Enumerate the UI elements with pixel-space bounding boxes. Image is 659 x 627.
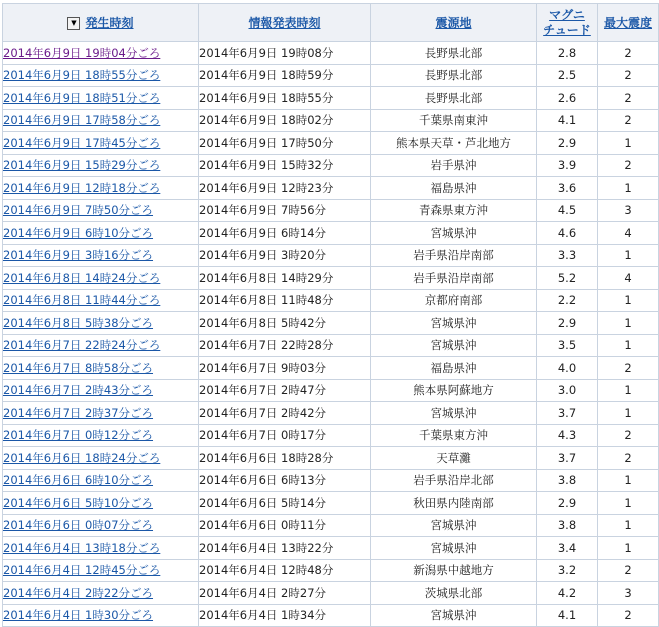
magnitude-cell: 4.6 (537, 222, 598, 245)
quake-detail-link[interactable]: 2014年6月9日 17時45分ごろ (3, 135, 161, 150)
magnitude-cell: 3.6 (537, 177, 598, 200)
magnitude-cell: 4.3 (537, 424, 598, 447)
announced-cell: 2014年6月7日 22時28分 (199, 334, 371, 357)
magnitude-cell: 4.1 (537, 604, 598, 627)
max-intensity-cell: 2 (598, 447, 659, 470)
table-row (3, 492, 659, 515)
max-intensity-cell: 1 (598, 334, 659, 357)
magnitude-cell: 2.6 (537, 87, 598, 110)
magnitude-cell: 3.2 (537, 559, 598, 582)
announced-cell: 2014年6月6日 18時28分 (199, 447, 371, 470)
occurred-cell (3, 244, 199, 267)
max-intensity-cell: 3 (598, 582, 659, 605)
sort-desc-icon[interactable]: ▼ (67, 17, 80, 30)
table-row (3, 357, 659, 380)
announced-cell: 2014年6月9日 15時32分 (199, 154, 371, 177)
epicenter-cell: 宮城県沖 (371, 312, 537, 335)
quake-detail-link[interactable]: 2014年6月9日 18時51分ごろ (3, 90, 161, 105)
max-intensity-cell: 2 (598, 559, 659, 582)
earthquake-table (2, 3, 659, 627)
table-row (3, 267, 659, 290)
quake-detail-link[interactable]: 2014年6月4日 13時18分ごろ (3, 540, 161, 555)
table-row (3, 244, 659, 267)
sort-max-intensity-link[interactable]: 最大震度 (603, 16, 652, 30)
announced-cell: 2014年6月8日 11時48分 (199, 289, 371, 312)
magnitude-cell: 2.5 (537, 64, 598, 87)
sort-epicenter-link[interactable]: 震源地 (435, 16, 472, 30)
magnitude-cell: 3.7 (537, 447, 598, 470)
epicenter-cell: 宮城県沖 (371, 514, 537, 537)
announced-cell: 2014年6月9日 18時59分 (199, 64, 371, 87)
table-row (3, 514, 659, 537)
announced-cell: 2014年6月4日 12時48分 (199, 559, 371, 582)
quake-detail-link[interactable]: 2014年6月8日 14時24分ごろ (3, 270, 161, 285)
table-row (3, 312, 659, 335)
table-row (3, 379, 659, 402)
occurred-cell (3, 379, 199, 402)
announced-cell: 2014年6月9日 3時20分 (199, 244, 371, 267)
announced-cell: 2014年6月9日 12時23分 (199, 177, 371, 200)
quake-detail-link[interactable]: 2014年6月6日 18時24分ごろ (3, 450, 161, 465)
header-announced (199, 4, 371, 42)
occurred-cell (3, 154, 199, 177)
epicenter-cell: 岩手県沿岸南部 (371, 267, 537, 290)
epicenter-cell: 岩手県沖 (371, 154, 537, 177)
table-row (3, 604, 659, 627)
quake-detail-link[interactable]: 2014年6月9日 18時55分ごろ (3, 68, 161, 83)
epicenter-cell: 岩手県沿岸北部 (371, 469, 537, 492)
occurred-cell (3, 132, 199, 155)
occurred-cell (3, 604, 199, 627)
epicenter-cell: 福島県沖 (371, 177, 537, 200)
magnitude-cell: 3.5 (537, 334, 598, 357)
epicenter-cell: 京都府南部 (371, 289, 537, 312)
epicenter-cell: 千葉県東方沖 (371, 424, 537, 447)
table-body (3, 42, 659, 627)
occurred-cell (3, 559, 199, 582)
occurred-cell (3, 537, 199, 560)
max-intensity-cell: 2 (598, 357, 659, 380)
magnitude-cell: 4.2 (537, 582, 598, 605)
max-intensity-cell: 1 (598, 177, 659, 200)
quake-detail-link[interactable]: 2014年6月4日 1時30分ごろ (3, 608, 154, 623)
epicenter-cell: 茨城県北部 (371, 582, 537, 605)
magnitude-cell: 4.5 (537, 199, 598, 222)
quake-detail-link[interactable]: 2014年6月9日 7時50分ごろ (3, 203, 154, 218)
epicenter-cell: 熊本県阿蘇地方 (371, 379, 537, 402)
epicenter-cell: 宮城県沖 (371, 604, 537, 627)
magnitude-cell: 2.9 (537, 312, 598, 335)
epicenter-cell: 新潟県中越地方 (371, 559, 537, 582)
quake-detail-link[interactable]: 2014年6月6日 5時10分ごろ (3, 495, 154, 510)
quake-detail-link[interactable]: 2014年6月8日 11時44分ごろ (3, 293, 161, 308)
occurred-cell (3, 424, 199, 447)
occurred-cell (3, 199, 199, 222)
header-epicenter (371, 4, 537, 42)
announced-cell: 2014年6月9日 18時02分 (199, 109, 371, 132)
epicenter-cell: 長野県北部 (371, 64, 537, 87)
magnitude-cell: 2.9 (537, 492, 598, 515)
epicenter-cell: 長野県北部 (371, 42, 537, 65)
epicenter-cell: 岩手県沿岸南部 (371, 244, 537, 267)
occurred-cell (3, 42, 199, 65)
max-intensity-cell: 3 (598, 199, 659, 222)
epicenter-cell: 宮城県沖 (371, 537, 537, 560)
magnitude-cell: 3.7 (537, 402, 598, 425)
table-row (3, 177, 659, 200)
max-intensity-cell: 1 (598, 537, 659, 560)
table-row (3, 469, 659, 492)
occurred-cell (3, 334, 199, 357)
quake-detail-link[interactable]: 2014年6月9日 17時58分ごろ (3, 113, 161, 128)
magnitude-cell: 2.8 (537, 42, 598, 65)
epicenter-cell: 千葉県南東沖 (371, 109, 537, 132)
announced-cell: 2014年6月4日 1時34分 (199, 604, 371, 627)
sort-occurred-link[interactable]: 発生時刻 (85, 16, 134, 30)
magnitude-label-line2: チュード (543, 22, 591, 37)
table-row (3, 559, 659, 582)
table-header-row (3, 4, 659, 42)
max-intensity-cell: 1 (598, 402, 659, 425)
table-row (3, 222, 659, 245)
occurred-cell (3, 177, 199, 200)
quake-detail-link[interactable]: 2014年6月6日 0時07分ごろ (3, 518, 154, 533)
announced-cell: 2014年6月9日 18時55分 (199, 87, 371, 110)
quake-detail-link[interactable]: 2014年6月7日 2時43分ごろ (3, 383, 154, 398)
table-row (3, 334, 659, 357)
epicenter-cell: 宮城県沖 (371, 222, 537, 245)
magnitude-cell: 3.8 (537, 469, 598, 492)
table-row (3, 447, 659, 470)
magnitude-cell: 4.1 (537, 109, 598, 132)
max-intensity-cell: 1 (598, 312, 659, 335)
epicenter-cell: 福島県沖 (371, 357, 537, 380)
occurred-cell (3, 87, 199, 110)
occurred-cell (3, 312, 199, 335)
announced-cell: 2014年6月6日 6時13分 (199, 469, 371, 492)
quake-detail-link[interactable]: 2014年6月6日 6時10分ごろ (3, 473, 154, 488)
magnitude-cell: 2.9 (537, 132, 598, 155)
epicenter-cell: 宮城県沖 (371, 402, 537, 425)
header-occurred (3, 4, 199, 42)
magnitude-cell: 3.3 (537, 244, 598, 267)
occurred-cell (3, 222, 199, 245)
table-row (3, 289, 659, 312)
quake-detail-link[interactable]: 2014年6月9日 19時04分ごろ (3, 45, 161, 60)
epicenter-cell: 秋田県内陸南部 (371, 492, 537, 515)
announced-cell: 2014年6月7日 2時47分 (199, 379, 371, 402)
epicenter-cell: 天草灘 (371, 447, 537, 470)
table-row (3, 109, 659, 132)
max-intensity-cell: 1 (598, 492, 659, 515)
epicenter-cell: 長野県北部 (371, 87, 537, 110)
epicenter-cell: 宮城県沖 (371, 334, 537, 357)
max-intensity-cell: 1 (598, 379, 659, 402)
max-intensity-cell: 2 (598, 424, 659, 447)
announced-cell: 2014年6月9日 7時56分 (199, 199, 371, 222)
table-row (3, 582, 659, 605)
max-intensity-cell: 1 (598, 132, 659, 155)
earthquake-list (2, 3, 652, 627)
epicenter-cell: 熊本県天草・芦北地方 (371, 132, 537, 155)
table-row (3, 537, 659, 560)
occurred-cell (3, 357, 199, 380)
table-row (3, 424, 659, 447)
quake-detail-link[interactable]: 2014年6月7日 0時12分ごろ (3, 428, 154, 443)
max-intensity-cell: 1 (598, 244, 659, 267)
announced-cell: 2014年6月8日 5時42分 (199, 312, 371, 335)
max-intensity-cell: 1 (598, 289, 659, 312)
max-intensity-cell: 2 (598, 154, 659, 177)
magnitude-cell: 3.0 (537, 379, 598, 402)
announced-cell: 2014年6月6日 0時11分 (199, 514, 371, 537)
quake-detail-link[interactable]: 2014年6月7日 22時24分ごろ (3, 338, 161, 353)
max-intensity-cell: 2 (598, 604, 659, 627)
magnitude-cell: 4.0 (537, 357, 598, 380)
occurred-cell (3, 402, 199, 425)
announced-cell: 2014年6月7日 2時42分 (199, 402, 371, 425)
announced-cell: 2014年6月8日 14時29分 (199, 267, 371, 290)
announced-cell: 2014年6月9日 17時50分 (199, 132, 371, 155)
table-row (3, 154, 659, 177)
table-row (3, 42, 659, 65)
announced-cell: 2014年6月9日 19時08分 (199, 42, 371, 65)
magnitude-cell: 3.4 (537, 537, 598, 560)
quake-detail-link[interactable]: 2014年6月4日 2時22分ごろ (3, 585, 154, 600)
announced-cell: 2014年6月4日 13時22分 (199, 537, 371, 560)
magnitude-cell: 3.8 (537, 514, 598, 537)
quake-detail-link[interactable]: 2014年6月9日 12時18分ごろ (3, 180, 161, 195)
max-intensity-cell: 2 (598, 42, 659, 65)
occurred-cell (3, 109, 199, 132)
max-intensity-cell: 1 (598, 469, 659, 492)
max-intensity-cell: 4 (598, 222, 659, 245)
max-intensity-cell: 2 (598, 64, 659, 87)
magnitude-cell: 5.2 (537, 267, 598, 290)
sort-magnitude-link[interactable] (543, 8, 591, 38)
quake-detail-link[interactable]: 2014年6月9日 3時16分ごろ (3, 248, 154, 263)
table-row (3, 132, 659, 155)
occurred-cell (3, 447, 199, 470)
announced-cell: 2014年6月6日 5時14分 (199, 492, 371, 515)
occurred-cell (3, 582, 199, 605)
occurred-cell (3, 514, 199, 537)
table-row (3, 402, 659, 425)
announced-cell: 2014年6月7日 0時17分 (199, 424, 371, 447)
occurred-cell (3, 289, 199, 312)
max-intensity-cell: 2 (598, 87, 659, 110)
quake-detail-link[interactable]: 2014年6月9日 6時10分ごろ (3, 225, 154, 240)
announced-cell: 2014年6月7日 9時03分 (199, 357, 371, 380)
table-row (3, 64, 659, 87)
quake-detail-link[interactable]: 2014年6月4日 12時45分ごろ (3, 563, 161, 578)
magnitude-cell: 3.9 (537, 154, 598, 177)
announced-cell: 2014年6月9日 6時14分 (199, 222, 371, 245)
magnitude-label-line1: マグニ (549, 7, 585, 22)
epicenter-cell: 青森県東方沖 (371, 199, 537, 222)
announced-cell: 2014年6月4日 2時27分 (199, 582, 371, 605)
sort-announced-link[interactable]: 情報発表時刻 (248, 16, 321, 30)
table-row (3, 199, 659, 222)
quake-detail-link[interactable]: 2014年6月9日 15時29分ごろ (3, 158, 161, 173)
occurred-cell (3, 64, 199, 87)
occurred-cell (3, 492, 199, 515)
max-intensity-cell: 4 (598, 267, 659, 290)
quake-detail-link[interactable]: 2014年6月7日 2時37分ごろ (3, 405, 154, 420)
header-magnitude (537, 4, 598, 42)
quake-detail-link[interactable]: 2014年6月8日 5時38分ごろ (3, 315, 154, 330)
header-max-intensity (598, 4, 659, 42)
quake-detail-link[interactable]: 2014年6月7日 8時58分ごろ (3, 360, 154, 375)
occurred-cell (3, 267, 199, 290)
magnitude-cell: 2.2 (537, 289, 598, 312)
max-intensity-cell: 2 (598, 109, 659, 132)
occurred-cell (3, 469, 199, 492)
table-row (3, 87, 659, 110)
max-intensity-cell: 1 (598, 514, 659, 537)
